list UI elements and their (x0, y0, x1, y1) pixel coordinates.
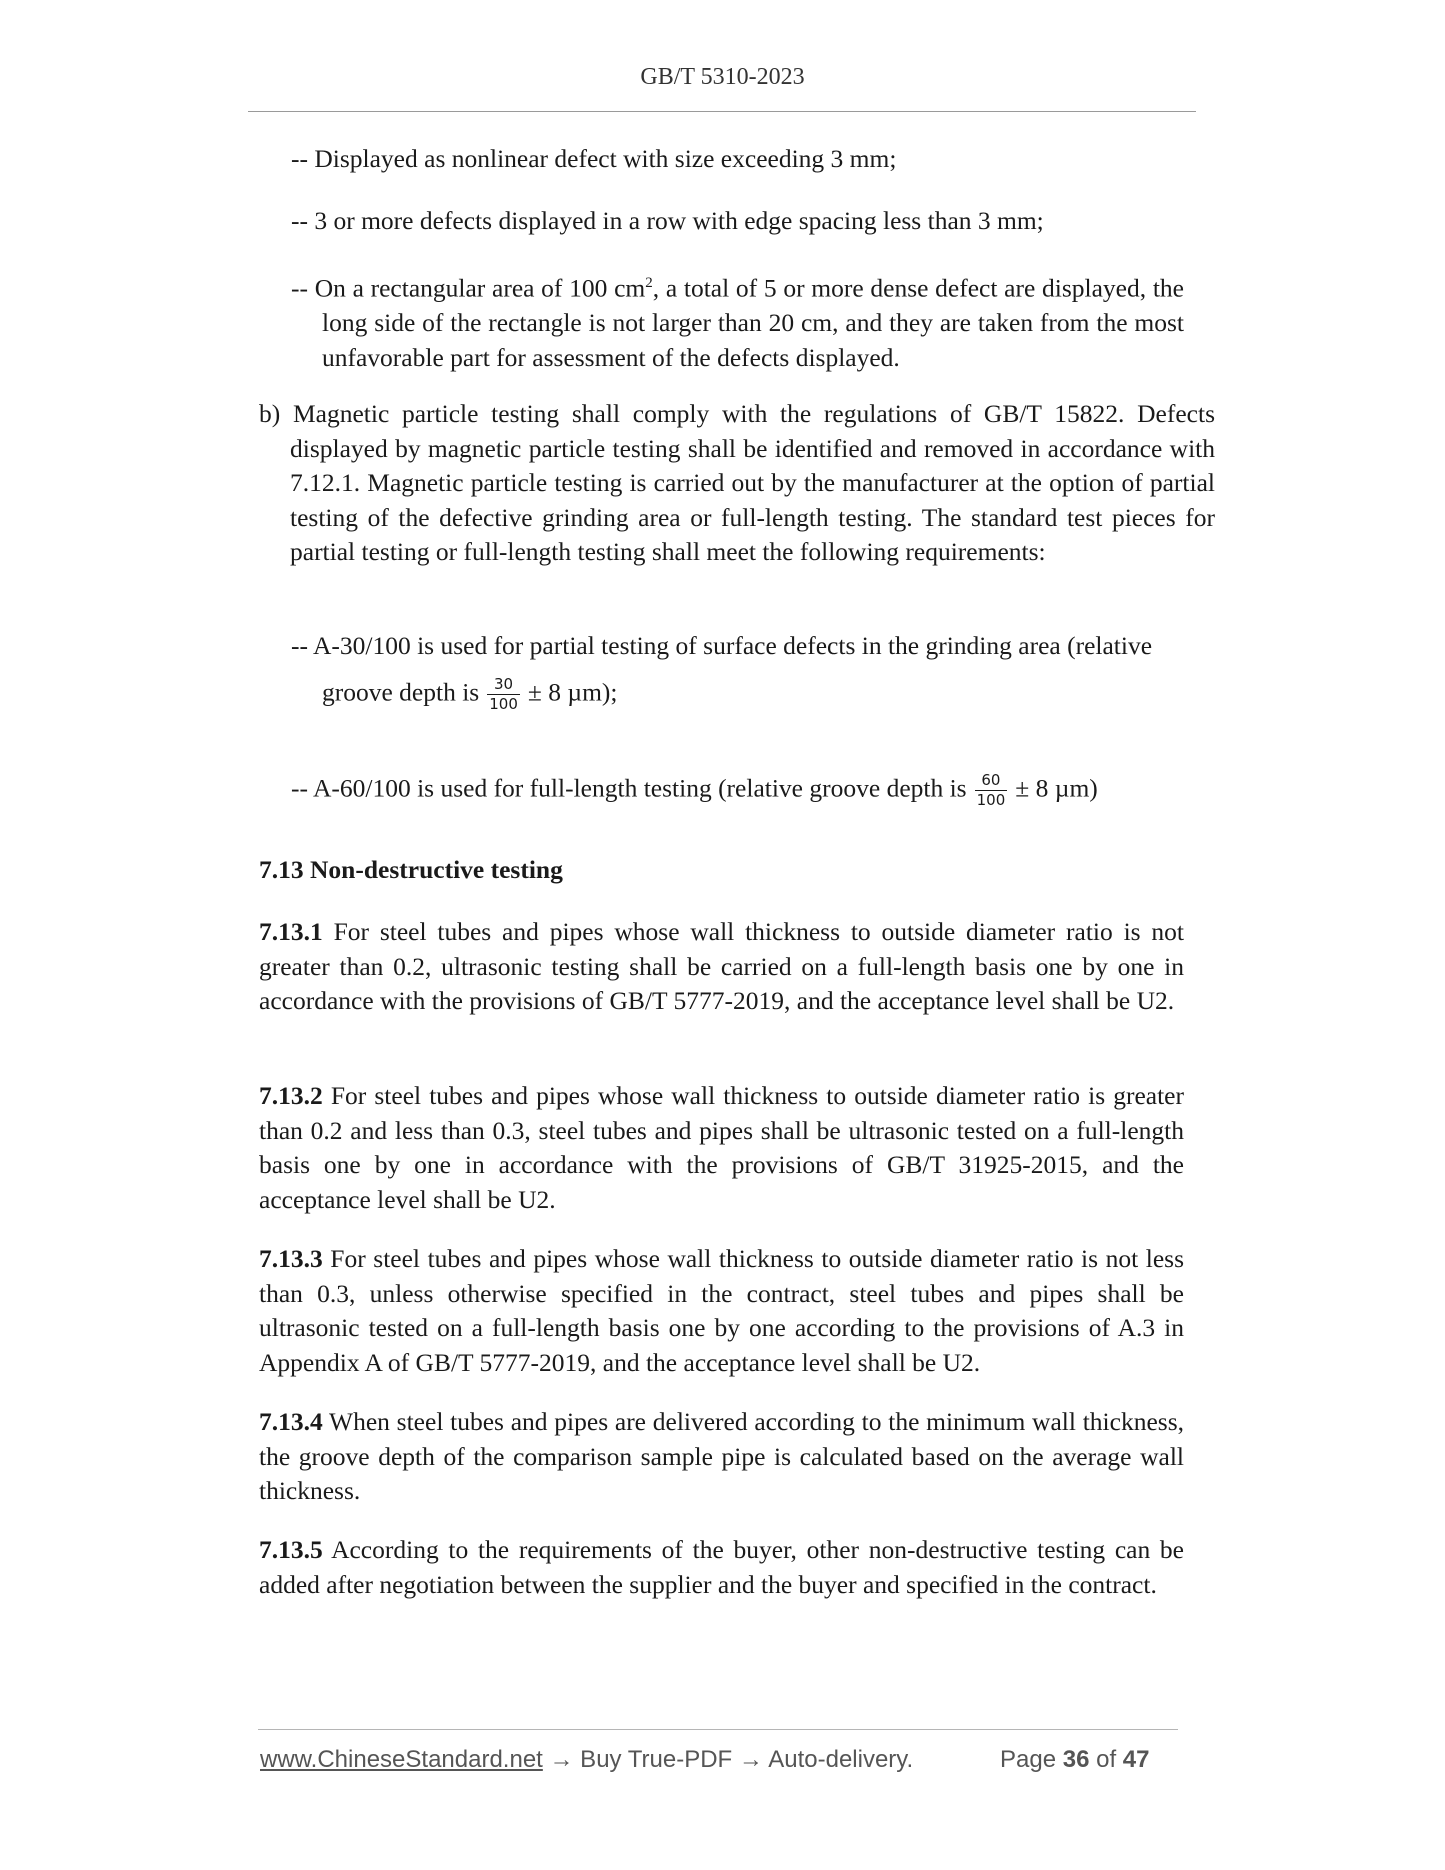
a60-tolerance: ± 8 µm) (1015, 773, 1098, 803)
a30-groove-label: groove depth is (322, 677, 480, 707)
footer-promo (260, 1746, 913, 1774)
footer-divider (258, 1729, 1178, 1730)
a30-tolerance: ± 8 µm); (527, 677, 618, 707)
clause-7-13-3 (259, 1242, 1184, 1380)
page-total: 47 (1122, 1746, 1150, 1773)
fraction-numerator: 30 (487, 675, 520, 695)
fraction-denominator: 100 (976, 791, 1006, 809)
clause-text: For steel tubes and pipes whose wall thickness to outside diameter ratio is greater than 0.2 and less than 0.3, steel tubes and pipes shall be ultrasonic tested on a full-length basis one by one in accordance with the provisions of GB/T 31925-2015, and the acceptance level shall be U2. (259, 1081, 1184, 1214)
paragraph-magnetic-particle-testing: b) Magnetic particle testing shall comply with the regulations of GB/T 15822. Defects displayed by magnetic particle testing shall be identified and removed in accordance with 7.12.1. Magnetic particle testing is carried out by the manufacturer at the option of partial testing of the defective grinding area or full-length testing. The standard test pieces for partial testing or full-length testing shall meet the following requirements: (259, 399, 1215, 566)
dense-defects-text-end: , a total of 5 or more dense defect are displayed, the long side of the rectangle is not larger than 20 cm, and they are taken from the most unfavorable part for assessment of the defects displayed. (322, 273, 1184, 372)
clause-text: For steel tubes and pipes whose wall thickness to outside diameter ratio is not less than 0.3, unless otherwise specified in the contract, steel tubes and pipes shall be ultrasonic tested on a full-length basis one by one according to the provisions of A.3 in Appendix A of GB/T 5777-2019, and the acceptance level shall be U2. (259, 1244, 1184, 1377)
clause-text: When steel tubes and pipes are delivered according to the minimum wall thickness, the groove depth of the comparison sample pipe is calculated based on the average wall thickness. (259, 1407, 1184, 1505)
page-number: 36 (1062, 1746, 1090, 1773)
list-item-nonlinear-defect: -- Displayed as nonlinear defect with size exceeding 3 mm; (291, 144, 897, 173)
clause-7-13-1 (259, 915, 1184, 1019)
clause-7-13-2 (259, 1079, 1184, 1217)
list-item-dense-defects (291, 266, 1184, 375)
header-divider (248, 111, 1196, 112)
page-label: Page (1000, 1746, 1057, 1773)
list-item-a30-line1: -- A-30/100 is used for partial testing of surface defects in the grinding area (relative (291, 631, 1153, 660)
a60-text: -- A-60/100 is used for full-length testing (relative groove depth is (291, 773, 967, 803)
fraction-denominator: 100 (489, 695, 518, 713)
superscript-2: 2 (645, 275, 653, 291)
clause-7-13-4 (259, 1405, 1184, 1509)
clause-number: 7.13.1 (259, 917, 323, 946)
section-heading-7-13: 7.13 Non-destructive testing (259, 855, 563, 884)
dense-defects-text-start: -- On a rectangular area of 100 cm (291, 273, 646, 303)
clause-text: For steel tubes and pipes whose wall thickness to outside diameter ratio is not greater than 0.2, ultrasonic testing shall be carried on a full-length basis one by one in accordance with the provisions of GB/T 5777-2019, and the acceptance level shall be U2. (259, 917, 1184, 1015)
clause-number: 7.13.2 (259, 1081, 323, 1110)
clause-text: According to the requirements of the buyer, other non-destructive testing can be added after negotiation between the supplier and the buyer and specified in the contract. (259, 1535, 1184, 1599)
clause-number: 7.13.3 (259, 1244, 323, 1273)
chinese-standard-link[interactable]: www.ChineseStandard.net (260, 1746, 543, 1773)
page-counter (1000, 1746, 1150, 1774)
footer-tagline: → Buy True-PDF → Auto-delivery. (542, 1746, 914, 1773)
fraction-numerator: 60 (975, 771, 1008, 791)
list-item-a30-line2 (322, 675, 1182, 714)
fraction-60-100 (975, 771, 1008, 810)
list-item-a60 (291, 771, 1191, 810)
list-item-row-defects: -- 3 or more defects displayed in a row with edge spacing less than 3 mm; (291, 206, 1044, 235)
page-header-title: GB/T 5310-2023 (640, 64, 805, 90)
fraction-30-100 (487, 675, 520, 714)
of-label: of (1096, 1746, 1117, 1773)
clause-number: 7.13.4 (259, 1407, 323, 1436)
clause-7-13-5 (259, 1533, 1184, 1602)
clause-number: 7.13.5 (259, 1535, 323, 1564)
